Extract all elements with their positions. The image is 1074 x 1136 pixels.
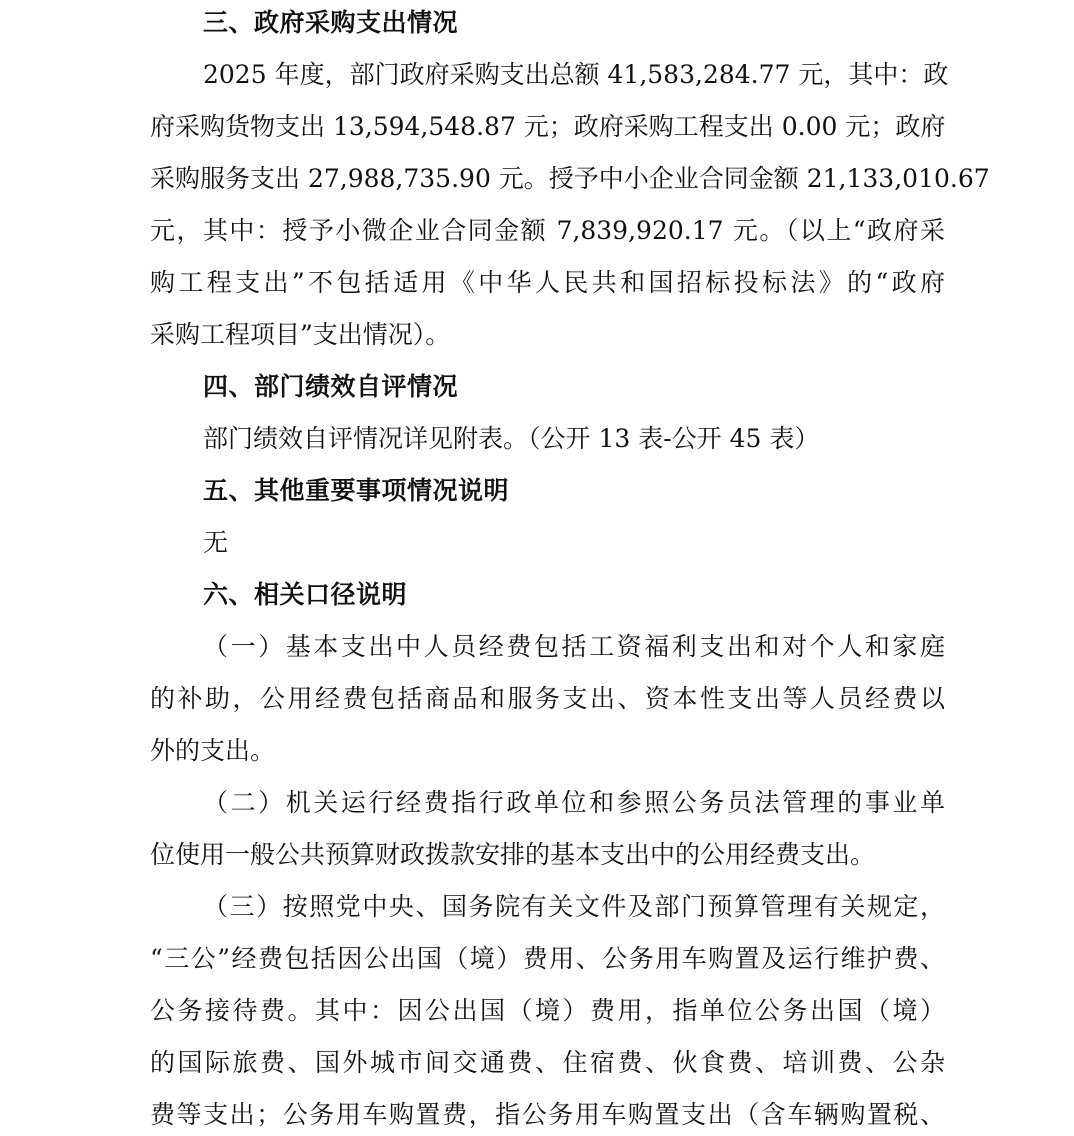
section6-para3-line-1: （三）按照党中央、国务院有关文件及部门预算管理有关规定， <box>203 892 945 921</box>
section6-para3-line-5: 费等支出；公务用车购置费，指公务用车购置支出（含车辆购置税、 <box>150 1100 945 1129</box>
section6-para2-line-1: （二）机关运行经费指行政单位和参照公务员法管理的事业单 <box>203 788 945 817</box>
section4-line: 部门绩效自评情况详见附表。（公开 13 表-公开 45 表） <box>203 424 820 453</box>
section3-line-5: 购工程支出”不包括适用《中华人民共和国招标投标法》的“政府 <box>150 268 945 297</box>
section3-line-1: 2025 年度，部门政府采购支出总额 41,583,284.77 元，其中：政 <box>203 60 949 89</box>
section6-para2-line-2: 位使用一般公共预算财政拨款安排的基本支出中的公用经费支出。 <box>150 840 876 869</box>
section6-para3-line-4: 的国际旅费、国外城市间交通费、住宿费、伙食费、培训费、公杂 <box>150 1048 945 1077</box>
section6-para1-line-2: 的补助，公用经费包括商品和服务支出、资本性支出等人员经费以 <box>150 684 945 713</box>
section3-line-4: 元，其中：授予小微企业合同金额 7,839,920.17 元。（以上“政府采 <box>150 216 945 245</box>
section4-heading: 四、部门绩效自评情况 <box>203 372 459 401</box>
section6-para3-line-2: “三公”经费包括因公出国（境）费用、公务用车购置及运行维护费、 <box>150 944 945 973</box>
section6-para3-line-3: 公务接待费。其中：因公出国（境）费用，指单位公务出国（境） <box>150 996 945 1025</box>
section6-para1-line-1: （一）基本支出中人员经费包括工资福利支出和对个人和家庭 <box>203 632 945 661</box>
section6-para1-line-3: 外的支出。 <box>150 736 276 765</box>
section6-heading: 六、相关口径说明 <box>203 580 408 609</box>
section5-heading: 五、其他重要事项情况说明 <box>203 476 510 505</box>
section5-line: 无 <box>203 528 229 557</box>
section3-line-6: 采购工程项目”支出情况）。 <box>150 320 451 349</box>
section3-line-3: 采购服务支出 27,988,735.90 元。授予中小企业合同金额 21,133,010.67 <box>150 164 990 193</box>
section3-line-2: 府采购货物支出 13,594,548.87 元；政府采购工程支出 0.00 元；政府 <box>150 112 946 141</box>
section3-heading: 三、政府采购支出情况 <box>203 8 459 37</box>
